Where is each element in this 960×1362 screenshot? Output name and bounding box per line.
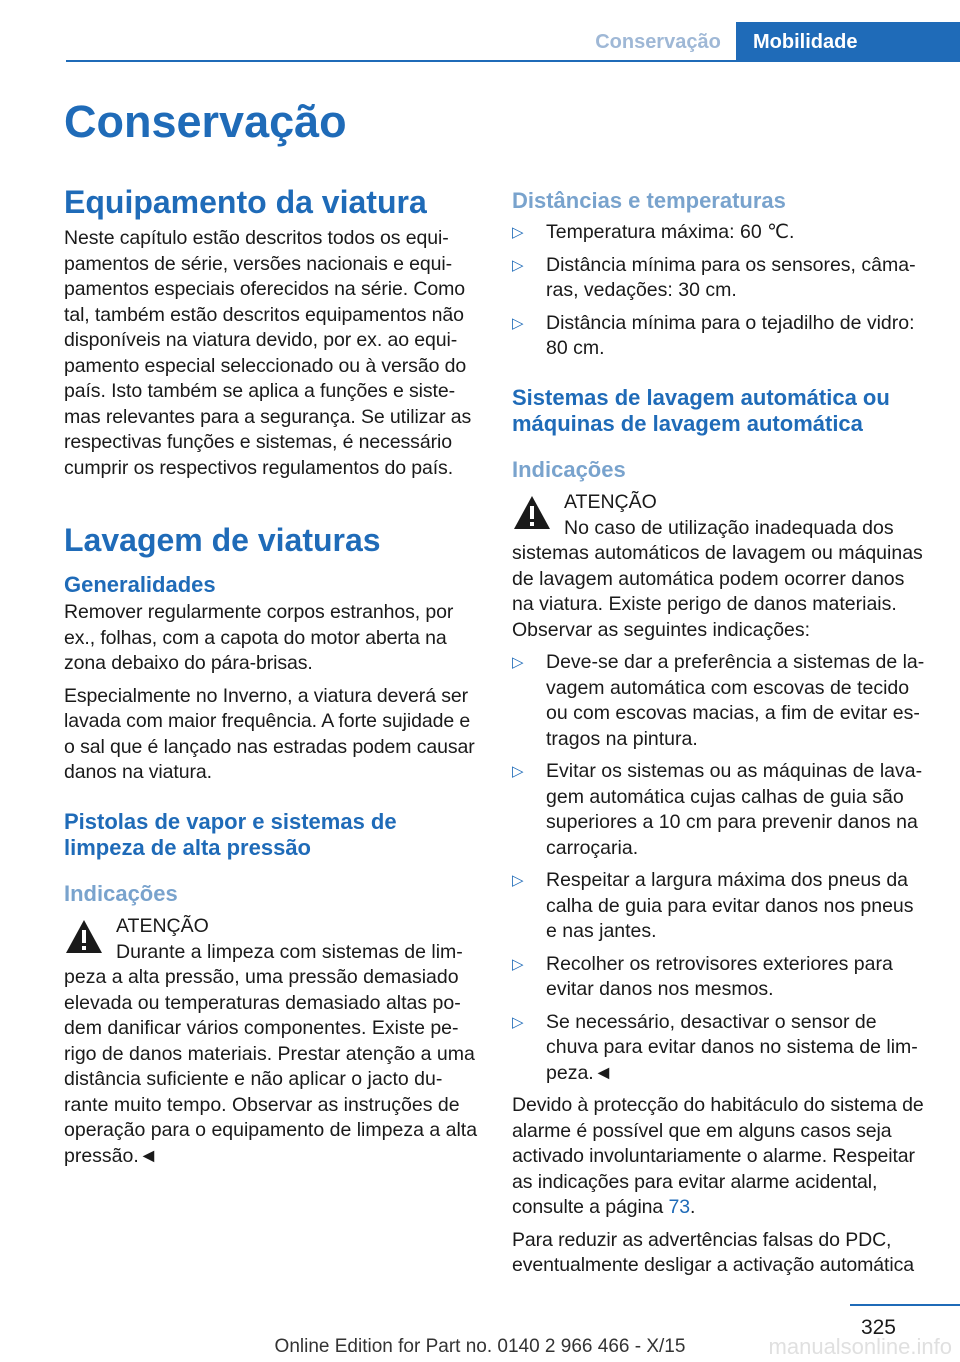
list-item: ▷ Se necessário, desactivar o sensor de chuva para evitar danos no sistema de limpeza.◄ — [512, 1010, 918, 1084]
page-header — [0, 22, 960, 62]
triangle-right-icon: ▷ — [512, 654, 524, 671]
left-column — [64, 180, 480, 1176]
list-indicacoes — [512, 650, 928, 1086]
warning-title: ATENÇÃO — [116, 914, 209, 937]
list-item: ▷ Recolher os retrovisores exteriores para evitar danos nos mesmos. — [512, 952, 893, 1000]
paragraph-generalidades-1: Remover regularmente corpos estranhos, por ex., folhas, com a capota do motor aberta na zona debaixo do pára-brisas. — [64, 601, 454, 674]
warning-text-first: No caso de utilização inadequada dos — [564, 516, 894, 539]
footer-edition: Online Edition for Part no. 0140 2 966 466 - X/15 — [274, 1336, 686, 1357]
list-item: ▷ Respeitar a largura máxima dos pneus da calha de guia para evitar danos nos pneus e nas jantes. — [512, 869, 914, 942]
list-item: ▷ Evitar os sistemas ou as máquinas de lavagem automática cujas calhas de guia são superiores a 10 cm para prevenir danos na carroçaria. — [512, 760, 923, 859]
triangle-right-icon: ▷ — [512, 872, 524, 889]
footer-rule — [850, 1304, 960, 1306]
paragraph-equipamento: Neste capítulo estão descritos todos os equipamentos de série, versões nacionais e equipamentos especiais oferecidos na série. Como tal, também estão descritos equipamentos não disponíveis na viatura devido, por ex. ao equipamento especial seleccionado ou à versão do país. Isto também se aplica a funções e sistemas relevantes para a segurança. Se utilizar as respectivas funções e sistemas, é necessário cumprir os respectivos regulamentos do país. — [64, 227, 472, 479]
heading-equipamento: Equipamento da viatura — [64, 184, 427, 220]
tab-chapter-mobilidade[interactable]: Mobilidade — [736, 22, 960, 62]
heading-generalidades: Generalidades — [64, 572, 216, 597]
list-item: ▷ Temperatura máxima: 60 ℃. — [512, 220, 928, 246]
list-distancias — [512, 220, 928, 362]
list-item: ▷ Deve-se dar a preferência a sistemas de lavagem automática com escovas de tecido ou com escovas macias, a fim de evitar estragos na pintura. — [512, 651, 925, 750]
list-item: ▷ Distância mínima para o tejadilho de vidro: 80 cm. — [512, 311, 915, 359]
heading-sistemas-lavagem: Sistemas de lavagem automática ou máquinas de lavagem automática — [512, 384, 890, 436]
warning-text: sistemas automáticos de lavagem ou máquinas de lavagem automática podem ocorrer danos na viatura. Existe perigo de danos materiais. Observar as seguintes indicações: — [512, 542, 923, 641]
paragraph-pdc: Para reduzir as advertências falsas do PDC, eventualmente desligar a activação automática — [512, 1228, 914, 1276]
triangle-right-icon: ▷ — [512, 224, 524, 241]
heading-pistolas: Pistolas de vapor e sistemas de limpeza de alta pressão — [64, 808, 397, 860]
warning-text-first: Durante a limpeza com sistemas de lim- — [116, 940, 463, 963]
right-column — [512, 180, 928, 1286]
warning-block-2 — [512, 489, 928, 644]
heading-indicacoes-2: Indicações — [512, 456, 626, 482]
triangle-right-icon: ▷ — [512, 256, 524, 274]
paragraph-generalidades-2: Especialmente no Inverno, a viatura deverá ser lavada com maior frequência. A forte sujidade e o sal que é lançado nas estradas podem causar danos na viatura. — [64, 684, 475, 783]
triangle-right-icon: ▷ — [512, 763, 524, 780]
page-title: Conservação — [64, 96, 347, 147]
page-number: 325 — [860, 1316, 896, 1339]
warning-text: peza a alta pressão, uma pressão demasiado elevada ou temperaturas demasiado altas podem danificar vários componentes. Existe perigo de danos materiais. Prestar atenção a uma distância suficiente e não aplicar o jacto durante muito tempo. Observar as instruções de operação para o equipamento de limpeza a alta pressão.◄ — [64, 966, 478, 1167]
triangle-right-icon: ▷ — [512, 314, 524, 332]
watermark: manualsonline.info — [768, 1334, 952, 1359]
heading-indicacoes: Indicações — [64, 880, 178, 906]
warning-triangle-icon — [64, 917, 104, 957]
list-item: ▷ Distância mínima para os sensores, câmaras, vedações: 30 cm. — [512, 253, 916, 301]
warning-block — [64, 913, 480, 1170]
tab-section-conservacao[interactable]: Conservação — [595, 31, 721, 53]
triangle-right-icon: ▷ — [512, 955, 524, 973]
warning-triangle-icon — [512, 493, 552, 533]
heading-distancias: Distâncias e temperaturas — [512, 188, 786, 213]
heading-lavagem: Lavagem de viaturas — [64, 522, 381, 558]
page-link-73[interactable]: 73 — [668, 1196, 690, 1218]
header-rule — [66, 60, 960, 62]
warning-title: ATENÇÃO — [564, 490, 657, 513]
paragraph-alarme: Devido à protecção do habitáculo do sistema de alarme é possível que em alguns casos seja activado involuntariamente o alarme. Respeitar as indicações para evitar alarme acidental, consulte a página 73. — [512, 1094, 924, 1218]
triangle-right-icon: ▷ — [512, 1013, 524, 1031]
